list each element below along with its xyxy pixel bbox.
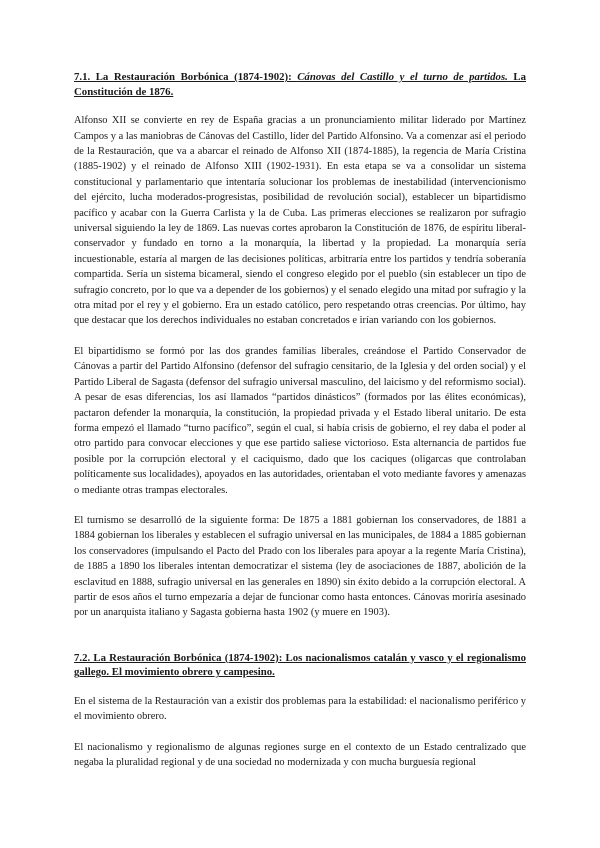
section-7-2-heading: 7.2. La Restauración Borbónica (1874-1902): Los nacionalismos catalán y vasco y el regionalismo gallego. El movimiento obrero y campesino. <box>74 651 526 679</box>
section-7-2-paragraph-1: En el sistema de la Restauración van a existir dos problemas para la estabilidad: el nacionalismo periférico y el movimiento obrero. <box>74 695 526 723</box>
section-7-1-paragraph-2: El bipartidismo se formó por las dos grandes familias liberales, creándose el Partido Conservador de Cánovas a partir del Partido Alfonsino (defensor del sufragio censitario, de la Iglesia y del orden social) y el Partido Liberal de Sagasta (defensor del sufragio universal masculino, del laicismo y del reformismo social). A pesar de esas diferencias, los así llamados “partidos dinásticos” (formados por las élites económicas), pactaron defender la monarquía, la constitución, la propiedad privada y el Estado liberal unitario. De esta forma empezó el llamado “turno pacífico”, según el cual, si había crisis de gobierno, el rey daba el poder al otro partido para convocar elecciones y que ese partido saliese victorioso. Esta alternancia de partidos fue posible por la corrupción electoral y el caciquismo, dado que los caciques (oligarcas que controlaban políticamente sus localidades), apoyados en las autoridades, orientaban el voto mediante favores y amenazas o mediante otras trampas electorales. <box>74 345 526 496</box>
section-7-1-heading <box>74 70 526 99</box>
section-7-2-paragraph-2: El nacionalismo y regionalismo de algunas regiones surge en el contexto de un Estado centralizado que negaba la pluralidad regional y de una sociedad no modernizada y con mucha burguesía regional <box>74 741 526 769</box>
section-7-1-title-topic: Cánovas del Castillo y el turno de partidos. <box>297 71 508 83</box>
section-7-1-paragraph-1: Alfonso XII se convierte en rey de España gracias a un pronunciamiento militar liderado por Martínez Campos y a las maniobras de Cánovas del Castillo, líder del Partido Alfonsino. Va a comenzar así el periodo de la Restauración, que va a abarcar el reinado de Alfonso XII (1874-1885), la regencia de María Cristina (1885-1902) y el reinado de Alfonso XIII (1902-1931). En esta etapa se va a consolidar un sistema constitucional y parlamentario que intentaría solucionar los problemas de inestabilidad (intervencionismo del ejército, lucha moderados-progresistas, posibilidad de revolución social), establecer un bipartidismo pacífico y acabar con la Guerra Carlista y la de Cuba. Las primeras elecciones se realizaron por sufragio universal siguiendo la ley de 1869. Las nuevas cortes aprobaron la Constitución de 1876, de espíritu liberal-conservador y fundado en torno a la monarquía, la libertad y la propiedad. La monarquía sería incuestionable, estaría al margen de las decisiones políticas, arbitraría entre los partidos y tendría soberanía compartida. Sería un sistema bicameral, siendo el congreso elegido por el pueblo (sin establecer un tipo de sufragio concreto, por lo que va a depender de los gobiernos) y el senado elegido una mitad por sufragio y la otra mitad por el rey y el gobierno. Era un estado católico, pero respetando otras creencias. Por último, hay que destacar que los derechos individuales no estaban concretados e irían variando con los gobiernos. <box>74 115 526 327</box>
section-7-1-paragraph-3: El turnismo se desarrolló de la siguiente forma: De 1875 a 1881 gobiernan los conservadores, de 1881 a 1884 gobiernan los liberales y establecen el sufragio universal en las municipales, de 1884 a 1885 gobiernan los conservadores (impulsando el Pacto del Prado con los liberales para apoyar a la regente María Cristina), de 1885 a 1890 los liberales intentan democratizar el sistema (ley de asociaciones de 1887, abolición de la esclavitud en 1888, sufragio universal en las generales en 1890) sin éxito debido a la corrupción electoral. A partir de esos años el turno empezaría a dejar de funcionar como hasta entonces. Cánovas moriría asesinado por un anarquista italiano y Sagasta gobierna hasta 1902 (y muere en 1903). <box>74 514 526 619</box>
section-7-1-title-number: 7.1. La Restauración Borbónica (1874-1902): <box>74 71 298 83</box>
section-7-1-title-rest: La Constitución de 1876. <box>74 71 526 98</box>
document-page <box>74 70 526 771</box>
